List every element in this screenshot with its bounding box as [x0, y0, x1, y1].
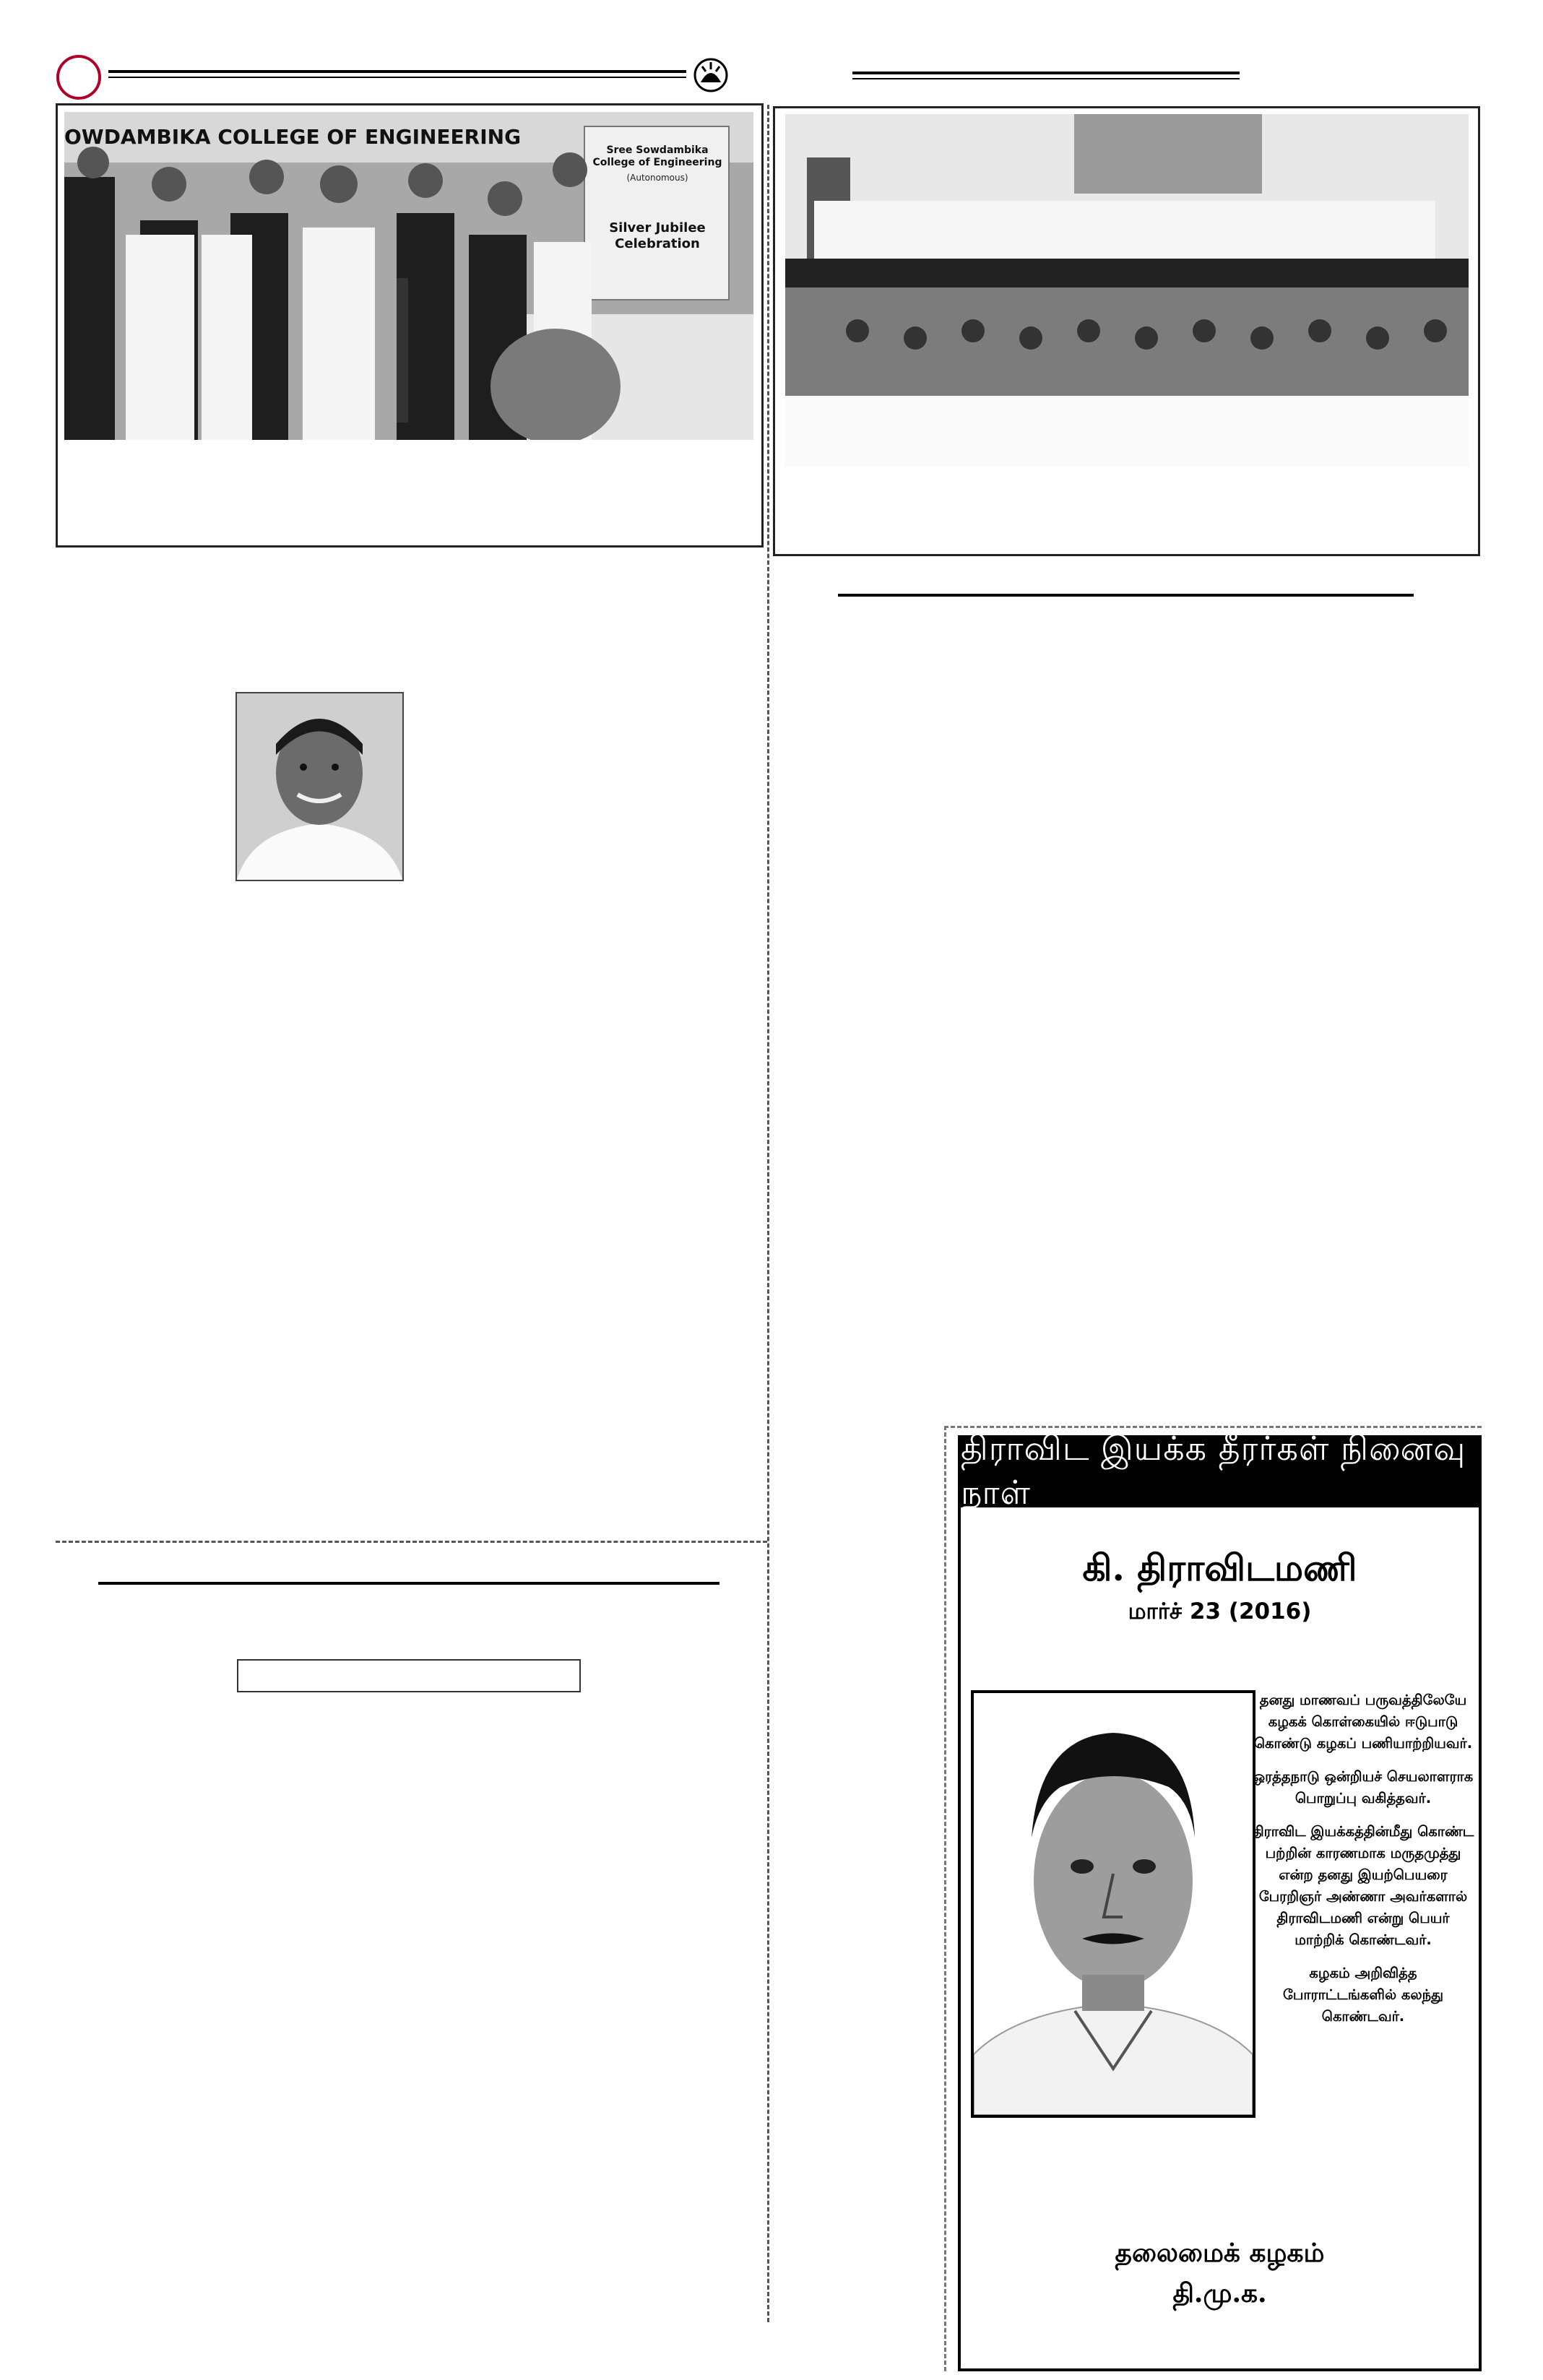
- memorial-photo: [971, 1690, 1255, 2118]
- memorial-paragraph: திராவிட இயக்கத்தின்மீது கொண்ட பற்றின் காரணமாக மருதமுத்து என்ற தனது இயற்பெயரை பேரறிஞர் அண்ணா அவர்களால் திராவிடமணி என்று பெயர் மாற்றிக் கொண்டவர்.: [1252, 1823, 1474, 1948]
- memorial-paragraph: தனது மாணவப் பருவத்திலேயே கழகக் கொள்கையில் ஈடுபாடு கொண்டு கழகப் பணியாற்றியவர்.: [1253, 1692, 1473, 1752]
- memorial-name: கி. திராவிடமணி: [1082, 1546, 1357, 1589]
- memorial-footer: [961, 2233, 1479, 2314]
- header-rule-right-thin: [852, 78, 1240, 79]
- event-banner-main: OWDAMBIKA COLLEGE OF ENGINEERING: [64, 125, 522, 149]
- memorial-header: திராவிட இயக்க தீரர்கள் நினைவு நாள்: [961, 1438, 1479, 1507]
- event-banner-college: Sree Sowdambika College of Engineering: [592, 144, 722, 168]
- right-headline-rule: [838, 594, 1414, 597]
- left-headline-rule: [98, 1582, 719, 1585]
- portrait-photo: [235, 692, 404, 881]
- memorial-description: [1251, 1689, 1475, 2039]
- memorial-paragraph: ஒரத்தநாடு ஒன்றியச் செயலாளராக பொறுப்பு வகித்தவர்.: [1253, 1768, 1474, 1806]
- party-meeting-photo: [785, 114, 1469, 467]
- right-photo-frame: [773, 106, 1480, 556]
- memorial-date: மார்ச் 23 (2016): [1128, 1598, 1312, 1624]
- header-rule-left-thin: [108, 77, 686, 78]
- memorial-footer-line1: தலைமைக் கழகம்: [1115, 2238, 1325, 2268]
- memorial-inner-box: [958, 1429, 1482, 2371]
- left-photo-frame: [56, 103, 764, 548]
- header-rule-left: [108, 70, 686, 73]
- memorial-footer-line2: தி.மு.க.: [1172, 2278, 1267, 2308]
- header-rule-right: [852, 72, 1240, 74]
- left-section-separator: [56, 1541, 767, 1543]
- column-divider: [767, 105, 769, 2322]
- college-event-photo: [64, 112, 753, 440]
- event-banner-autonomous: (Autonomous): [626, 173, 688, 183]
- caption-box: [237, 1659, 581, 1692]
- memorial-paragraph: கழகம் அறிவித்த போராட்டங்களில் கலந்து கொண்டவர்.: [1282, 1965, 1443, 2025]
- memorial-notice: [944, 1426, 1482, 2371]
- page-number-circle: [56, 55, 101, 100]
- event-banner-jubilee: Silver Jubilee Celebration: [609, 220, 706, 251]
- sun-rising-emblem-icon: [692, 56, 730, 94]
